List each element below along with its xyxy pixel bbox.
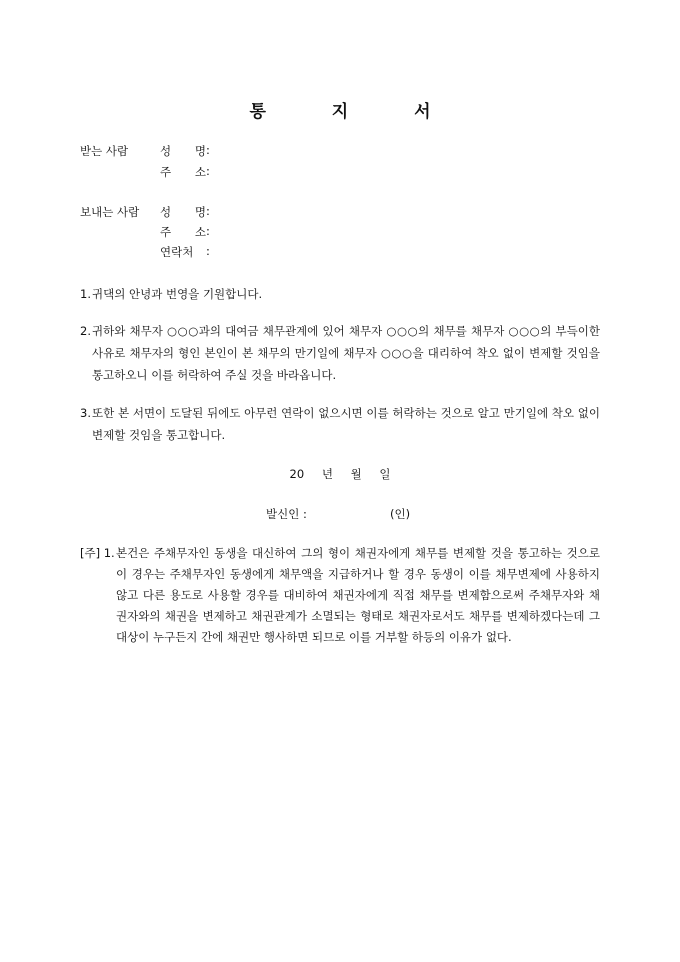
sender-contact-label: 연락처 [160, 245, 194, 259]
paragraph-number: 1. [80, 287, 91, 301]
seal-mark: (인) [390, 507, 411, 521]
sender-address-label: 주 소 [160, 225, 206, 239]
paragraph-text: 또한 본 서면이 도달된 뒤에도 아무런 연락이 없으시면 이를 허락하는 것으로 알고 만기일에 착오 없이 변제할 것임을 통고합니다. [92, 406, 600, 442]
receiver-address-colon: : [206, 164, 210, 178]
sender-contact-colon: : [206, 244, 210, 258]
footnote-tag: [주] 1. [80, 546, 115, 560]
footnote-text: 본건은 주채무자인 동생을 대신하여 그의 형이 채권자에게 채무를 변제할 것을 통고하는 것으로 이 경우는 주채무자인 동생에게 채무액을 지급하거나 할 경우 동생이 이를 채무변제에 사용하지 않고 다른 용도로 사용할 경우를 대비하여 채권자에게 직접 채무를 변제함으로써 주채무자와 채권자와의 채권을 변제하고 채권관계가 소멸되는 형태로 채권자로서도 채무를 변제하겠다는데 그 대상이 누구든지 간에 채권만 행사하면 되므로 이를 거부할 하등의 이유가 없다. [116, 546, 600, 644]
paragraph-3 [80, 402, 600, 446]
document-title: 통 지 서 [249, 102, 461, 122]
paragraph-2 [80, 320, 600, 386]
receiver-name-colon: : [206, 143, 210, 157]
paragraph-number: 2. [80, 324, 91, 338]
paragraph-number: 3. [80, 406, 91, 420]
receiver-label: 받는 사람 [80, 144, 129, 158]
receiver-address-label: 주 소 [160, 165, 206, 179]
footnote [80, 543, 600, 648]
sender-label: 보내는 사람 [80, 205, 140, 219]
paragraph-1 [80, 283, 600, 305]
sender-signature-label: 발신인 : [266, 507, 307, 521]
sender-name-label: 성 명 [160, 205, 206, 219]
sender-name-colon: : [206, 204, 210, 218]
paragraph-text: 귀하와 채무자 ○○○과의 대여금 채무관계에 있어 채무자 ○○○의 채무를 채무자 ○○○의 부득이한 사유로 채무자의 형인 본인이 본 채무의 만기일에 채무자 ○○○을 대리하여 착오 없이 변제할 것임을 통고하오니 이를 허락하여 주실 것을 바라옵니다. [92, 324, 600, 382]
paragraph-text: 귀댁의 안녕과 번영을 기원합니다. [92, 287, 263, 301]
sender-address-colon: : [206, 224, 210, 238]
receiver-name-label: 성 명 [160, 144, 206, 158]
date-line: 20 년 월 일 [289, 467, 391, 481]
